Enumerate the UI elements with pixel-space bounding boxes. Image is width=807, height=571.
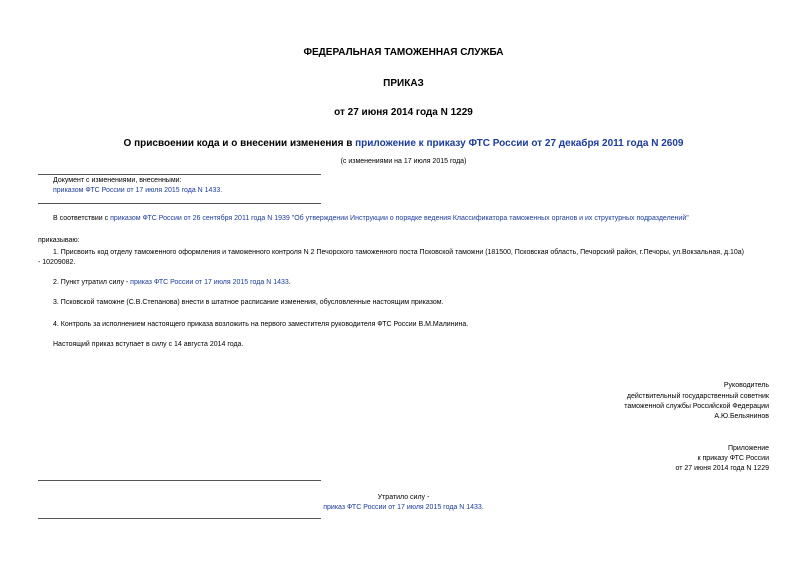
intro-link[interactable]: приказом ФТС России от 26 сентября 2011 года N 1939 "Об утверждении Инструкции о порядке ведения Классификатора таможенных органов и их структурных подразделений" [110, 215, 689, 222]
subject-prefix: О присвоении кода и о внесении изменения в [123, 138, 356, 149]
organization-title: ФЕДЕРАЛЬНАЯ ТАМОЖЕННАЯ СЛУЖБА [303, 47, 504, 58]
paragraph-5: Настоящий приказ вступает в силу с 14 августа 2014 года. [53, 341, 244, 348]
divider [38, 203, 321, 204]
revision-note: (с изменениями на 17 июля 2015 года) [340, 158, 467, 165]
order-word: приказываю: [38, 237, 80, 244]
repealed-suffix: . [481, 504, 484, 511]
paragraph-3: 3. Псковской таможне (С.В.Степанова) внести в штатное расписание изменения, обусловленные настоящим приказом. [53, 299, 444, 306]
document-date-number: от 27 июня 2014 года N 1229 [334, 107, 473, 118]
document-type: ПРИКАЗ [383, 78, 424, 89]
appendix-line-1: Приложение [727, 445, 769, 452]
divider [38, 518, 321, 519]
appendix-line-2: к приказу ФТС России [697, 455, 769, 462]
paragraph-1-line-1: 1. Присвоить код отделу таможенного оформления и таможенного контроля N 2 Печорского таможенного поста Псковской таможни (181500, Псковская область, Печорский район, г.Печоры, ул.Вокзальная, д.10а) [53, 249, 745, 256]
divider [38, 480, 321, 481]
repealed-note [0, 503, 807, 513]
subject-link[interactable]: приложение к приказу ФТС России от 27 декабря 2011 года N 2609 [355, 138, 684, 149]
document-subject [0, 138, 807, 149]
paragraph-2-link[interactable]: приказ ФТС России от 17 июля 2015 года N 1433 [130, 279, 289, 286]
signature-line-3: таможенной службы Российской Федерации [624, 403, 769, 410]
amendments-link[interactable]: приказом ФТС России от 17 июля 2015 года N 1433. [53, 187, 223, 194]
amendments-label: Документ с изменениями, внесенными: [53, 177, 182, 184]
paragraph-1-line-2: - 10209082. [38, 259, 76, 266]
intro-prefix: В соответствии с [53, 215, 111, 222]
paragraph-2-suffix: . [288, 279, 291, 286]
signature-line-2: действительный государственный советник [626, 393, 769, 400]
divider [38, 174, 321, 175]
paragraph-4: 4. Контроль за исполнением настоящего приказа возложить на первого заместителя руководителя ФТС России В.М.Малинина. [53, 321, 469, 328]
appendix-line-3: от 27 июня 2014 года N 1229 [675, 465, 769, 472]
paragraph-2-prefix: 2. Пункт утратил силу - [53, 279, 131, 286]
repealed-label: Утратило силу - [377, 494, 430, 501]
signature-line-1: Руководитель [723, 382, 769, 389]
intro-paragraph [53, 214, 689, 224]
repealed-link[interactable]: приказ ФТС России от 17 июля 2015 года N 1433 [323, 504, 482, 511]
paragraph-2 [53, 278, 291, 288]
signature-line-4: А.Ю.Бельянинов [714, 413, 769, 420]
